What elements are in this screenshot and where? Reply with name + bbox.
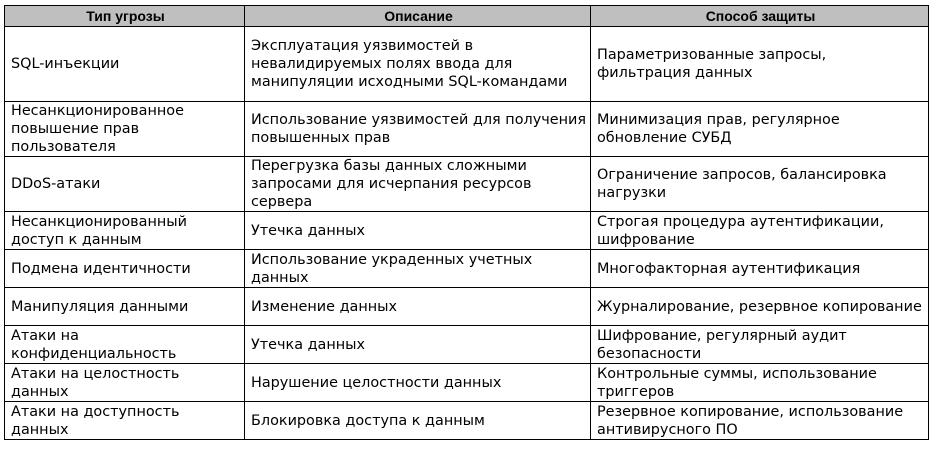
protection-cell: Многофакторная аутентификация [591, 250, 929, 288]
description-cell: Изменение данных [245, 288, 591, 326]
threat-cell: DDoS-атаки [5, 157, 245, 212]
threat-cell: Атаки на доступность данных [5, 402, 245, 440]
threat-table [4, 5, 929, 440]
threat-cell: Подмена идентичности [5, 250, 245, 288]
protection-cell: Шифрование, регулярный аудит безопасности [591, 326, 929, 364]
threat-cell: Атаки на конфиденциальность [5, 326, 245, 364]
table-row [5, 326, 929, 364]
table-row [5, 102, 929, 157]
table-row [5, 250, 929, 288]
header-threat-type: Тип угрозы [5, 6, 245, 27]
table-row [5, 27, 929, 102]
protection-cell: Строгая процедура аутентификации, шифрование [591, 212, 929, 250]
protection-cell: Минимизация прав, регулярное обновление СУБД [591, 102, 929, 157]
threat-cell: SQL-инъекции [5, 27, 245, 102]
description-cell: Нарушение целостности данных [245, 364, 591, 402]
table-row [5, 364, 929, 402]
table-row [5, 402, 929, 440]
table-row [5, 212, 929, 250]
table-row [5, 288, 929, 326]
description-cell: Использование украденных учетных данных [245, 250, 591, 288]
description-cell: Утечка данных [245, 326, 591, 364]
description-cell: Использование уязвимостей для получения повышенных прав [245, 102, 591, 157]
description-cell: Эксплуатация уязвимостей в невалидируемых полях ввода для манипуляции исходными SQL-командами [245, 27, 591, 102]
protection-cell: Ограничение запросов, балансировка нагрузки [591, 157, 929, 212]
description-cell: Утечка данных [245, 212, 591, 250]
table-header-row [5, 6, 929, 27]
header-description: Описание [245, 6, 591, 27]
header-protection-method: Способ защиты [591, 6, 929, 27]
threat-table-container [4, 5, 928, 440]
table-row [5, 157, 929, 212]
threat-cell: Несанкционированный доступ к данным [5, 212, 245, 250]
threat-cell: Атаки на целостность данных [5, 364, 245, 402]
description-cell: Перегрузка базы данных сложными запросами для исчерпания ресурсов сервера [245, 157, 591, 212]
description-cell: Блокировка доступа к данным [245, 402, 591, 440]
protection-cell: Журналирование, резервное копирование [591, 288, 929, 326]
protection-cell: Параметризованные запросы, фильтрация данных [591, 27, 929, 102]
protection-cell: Контрольные суммы, использование триггеров [591, 364, 929, 402]
threat-cell: Манипуляция данными [5, 288, 245, 326]
protection-cell: Резервное копирование, использование антивирусного ПО [591, 402, 929, 440]
threat-cell: Несанкционированное повышение прав пользователя [5, 102, 245, 157]
